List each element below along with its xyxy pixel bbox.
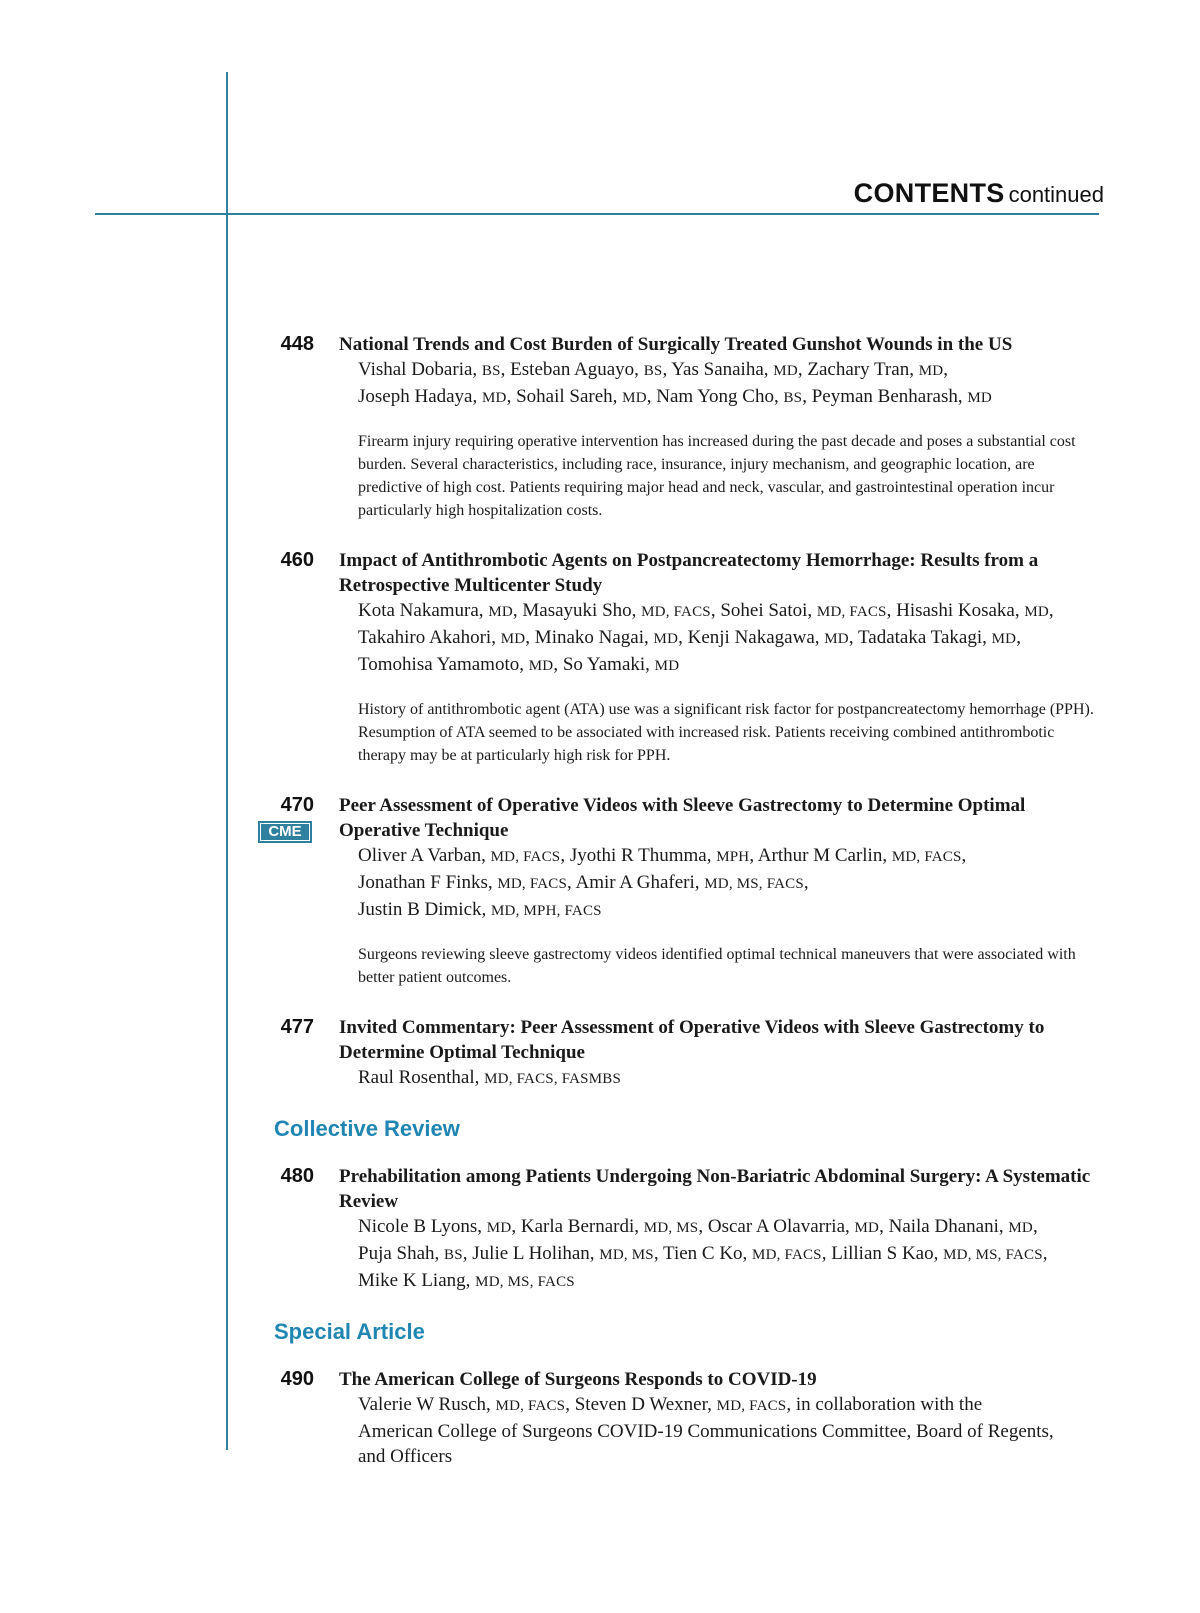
author-line bbox=[358, 1214, 1108, 1241]
section-heading: Collective Review bbox=[274, 1116, 460, 1141]
author-name: , Yas Sanaiha, bbox=[662, 359, 774, 380]
author-credentials: MPH bbox=[716, 849, 750, 865]
page-number: 480 bbox=[280, 1165, 314, 1187]
toc-entry bbox=[0, 1367, 1200, 1469]
author-name: Jonathan F Finks, bbox=[358, 872, 498, 893]
author-credentials: BS bbox=[444, 1247, 463, 1263]
author-credentials: MD bbox=[1008, 1220, 1033, 1236]
author-name: , Oscar A Olavarria, bbox=[698, 1216, 855, 1237]
author-credentials: MD bbox=[824, 631, 849, 647]
author-name: Mike K Liang, bbox=[358, 1270, 476, 1291]
author-name: , Steven D Wexner, bbox=[565, 1394, 717, 1415]
author-credentials: MD, FACS bbox=[497, 876, 568, 892]
article-summary: Surgeons reviewing sleeve gastrectomy videos identified optimal technical maneuvers that were associated with better patient outcomes. bbox=[358, 946, 1076, 986]
author-credentials: MD bbox=[622, 390, 647, 406]
page-number: 460 bbox=[280, 549, 314, 571]
author-credentials: MD, FACS bbox=[752, 1247, 822, 1263]
cme-badge-label: CME bbox=[261, 824, 309, 840]
article-summary: Firearm injury requiring operative intervention has increased during the past decade and poses a substantial cost burden. Several characteristics, including race, insurance, injury mechanism, and geographic location, are predictive of high cost. Patients requiring major head and neck, vascular, and gastrointestinal operation incur particularly high hospitalization costs. bbox=[358, 433, 1076, 519]
author-credentials: MD, FACS bbox=[891, 849, 962, 865]
author-name: , Karla Bernardi, bbox=[511, 1216, 644, 1237]
author-list bbox=[358, 598, 1108, 679]
author-credentials: MD bbox=[528, 658, 554, 674]
author-credentials: MD, FACS, FASMBS bbox=[484, 1071, 622, 1087]
author-name: , bbox=[943, 359, 949, 380]
author-name: Oliver A Varban, bbox=[358, 845, 491, 866]
author-name: , bbox=[1016, 627, 1021, 648]
author-line bbox=[358, 652, 1108, 679]
toc-entry bbox=[0, 793, 1200, 989]
author-credentials: MD, FACS bbox=[495, 1398, 566, 1414]
cme-badge bbox=[258, 821, 312, 843]
author-credentials: MD, FACS bbox=[490, 849, 561, 865]
author-name: Kota Nakamura, bbox=[358, 600, 489, 621]
author-line bbox=[358, 625, 1108, 652]
author-credentials: BS bbox=[481, 363, 501, 379]
author-line bbox=[358, 1444, 1108, 1469]
toc-entry bbox=[0, 548, 1200, 767]
page-number: 470 bbox=[280, 794, 314, 816]
author-credentials: MD bbox=[654, 658, 680, 674]
author-name: , Tadataka Takagi, bbox=[848, 627, 992, 648]
author-name: , Nam Yong Cho, bbox=[646, 386, 784, 407]
author-credentials: BS bbox=[643, 363, 663, 379]
page-header bbox=[854, 178, 1104, 209]
author-name: , Hisashi Kosaka, bbox=[886, 600, 1025, 621]
author-credentials: MD, MS bbox=[599, 1247, 654, 1263]
author-credentials: MD, FACS bbox=[816, 604, 887, 620]
article-title: Impact of Antithrombotic Agents on Postpancreatectomy Hemorrhage: Results from a Retrospective Multicenter Study bbox=[339, 550, 1039, 596]
author-list bbox=[358, 1065, 1108, 1092]
author-list bbox=[358, 843, 1108, 924]
page-number: 490 bbox=[280, 1368, 314, 1390]
toc-entry bbox=[0, 1164, 1200, 1295]
author-name: , Sohei Satoi, bbox=[710, 600, 817, 621]
author-line bbox=[358, 843, 1108, 870]
author-credentials: MD bbox=[918, 363, 944, 379]
author-name: , bbox=[961, 845, 967, 866]
author-line bbox=[358, 870, 1108, 897]
author-name: Joseph Hadaya, bbox=[358, 386, 482, 407]
author-credentials: MD, MS bbox=[643, 1220, 699, 1236]
author-list bbox=[358, 1214, 1108, 1295]
author-name: , Kenji Nakagawa, bbox=[678, 627, 825, 648]
header-subtitle: continued bbox=[1008, 182, 1104, 207]
author-credentials: MD bbox=[967, 390, 992, 406]
author-name: , bbox=[1048, 600, 1054, 621]
author-line bbox=[358, 357, 1108, 384]
author-credentials: MD, MS, FACS bbox=[704, 876, 804, 892]
author-credentials: MD bbox=[991, 631, 1017, 647]
article-title: Invited Commentary: Peer Assessment of Operative Videos with Sleeve Gastrectomy to Determine Optimal Technique bbox=[339, 1017, 1045, 1063]
author-credentials: MD bbox=[486, 1220, 512, 1236]
toc-entry bbox=[0, 332, 1200, 522]
author-credentials: BS bbox=[783, 390, 803, 406]
author-list bbox=[358, 1392, 1108, 1469]
author-name: , Zachary Tran, bbox=[797, 359, 919, 380]
author-line bbox=[358, 1419, 1108, 1444]
author-credentials: MD bbox=[653, 631, 679, 647]
author-name: , Lillian S Kao, bbox=[821, 1243, 944, 1264]
horizontal-rule bbox=[95, 213, 1099, 215]
author-name: , Esteban Aguayo, bbox=[500, 359, 644, 380]
author-name: , in collaboration with the bbox=[786, 1394, 983, 1415]
author-line bbox=[358, 1241, 1108, 1268]
header-title: CONTENTS bbox=[853, 178, 1005, 208]
author-credentials: MD, FACS bbox=[641, 604, 711, 620]
author-credentials: MD bbox=[854, 1220, 880, 1236]
author-name: , Arthur M Carlin, bbox=[749, 845, 892, 866]
author-name: , bbox=[803, 872, 809, 893]
author-name: , Amir A Ghaferi, bbox=[567, 872, 705, 893]
author-name: , Peyman Benharash, bbox=[802, 386, 968, 407]
article-title: Peer Assessment of Operative Videos with Sleeve Gastrectomy to Determine Optimal Operative Technique bbox=[339, 795, 1026, 841]
article-title: The American College of Surgeons Responds to COVID-19 bbox=[339, 1369, 817, 1390]
author-line bbox=[358, 897, 1108, 924]
author-name: , bbox=[1042, 1243, 1048, 1264]
toc-entry bbox=[0, 1015, 1200, 1092]
author-name: , Sohail Sareh, bbox=[506, 386, 623, 407]
author-line bbox=[358, 384, 1108, 411]
author-name: Vishal Dobaria, bbox=[358, 359, 482, 380]
author-credentials: MD bbox=[1024, 604, 1049, 620]
author-credentials: MD, MS, FACS bbox=[943, 1247, 1043, 1263]
author-line bbox=[358, 1065, 1108, 1092]
author-name: , Tien C Ko, bbox=[653, 1243, 753, 1264]
section-heading: Special Article bbox=[274, 1319, 425, 1344]
article-title: National Trends and Cost Burden of Surgically Treated Gunshot Wounds in the US bbox=[339, 334, 1013, 355]
author-line bbox=[358, 1392, 1108, 1419]
author-name: , Naila Dhanani, bbox=[879, 1216, 1009, 1237]
table-of-contents bbox=[0, 332, 1200, 1495]
author-name: , Jyothi R Thumma, bbox=[560, 845, 717, 866]
author-name: Nicole B Lyons, bbox=[358, 1216, 487, 1237]
author-credentials: MD bbox=[482, 390, 507, 406]
page-number: 448 bbox=[280, 333, 314, 355]
author-name: , Julie L Holihan, bbox=[462, 1243, 600, 1264]
author-credentials: MD, MPH, FACS bbox=[491, 903, 602, 919]
author-name: and Officers bbox=[358, 1446, 453, 1467]
author-name: , Masayuki Sho, bbox=[512, 600, 642, 621]
article-title: Prehabilitation among Patients Undergoing Non-Bariatric Abdominal Surgery: A Systematic Review bbox=[339, 1166, 1091, 1212]
author-name: , bbox=[1032, 1216, 1038, 1237]
author-credentials: MD, MS, FACS bbox=[475, 1274, 575, 1290]
article-summary: History of antithrombotic agent (ATA) use was a significant risk factor for postpancreatectomy hemorrhage (PPH). Resumption of ATA seemed to be associated with increased risk. Patients receiving combined antithrombotic therapy may be at particularly high risk for PPH. bbox=[358, 701, 1094, 764]
author-credentials: MD, FACS bbox=[716, 1398, 787, 1414]
author-line bbox=[358, 598, 1108, 625]
author-name: Tomohisa Yamamoto, bbox=[358, 654, 529, 675]
author-name: American College of Surgeons COVID-19 Communications Committee, Board of Regents, bbox=[358, 1421, 1054, 1442]
author-name: , Minako Nagai, bbox=[525, 627, 654, 648]
author-credentials: MD bbox=[773, 363, 798, 379]
author-name: Raul Rosenthal, bbox=[358, 1067, 485, 1088]
author-credentials: MD bbox=[488, 604, 513, 620]
page-number: 477 bbox=[280, 1016, 314, 1038]
author-name: Takahiro Akahori, bbox=[358, 627, 501, 648]
author-credentials: MD bbox=[500, 631, 526, 647]
author-name: Puja Shah, bbox=[358, 1243, 445, 1264]
author-name: Justin B Dimick, bbox=[358, 899, 492, 920]
author-name: Valerie W Rusch, bbox=[358, 1394, 496, 1415]
author-list bbox=[358, 357, 1108, 411]
author-line bbox=[358, 1268, 1108, 1295]
author-name: , So Yamaki, bbox=[553, 654, 655, 675]
